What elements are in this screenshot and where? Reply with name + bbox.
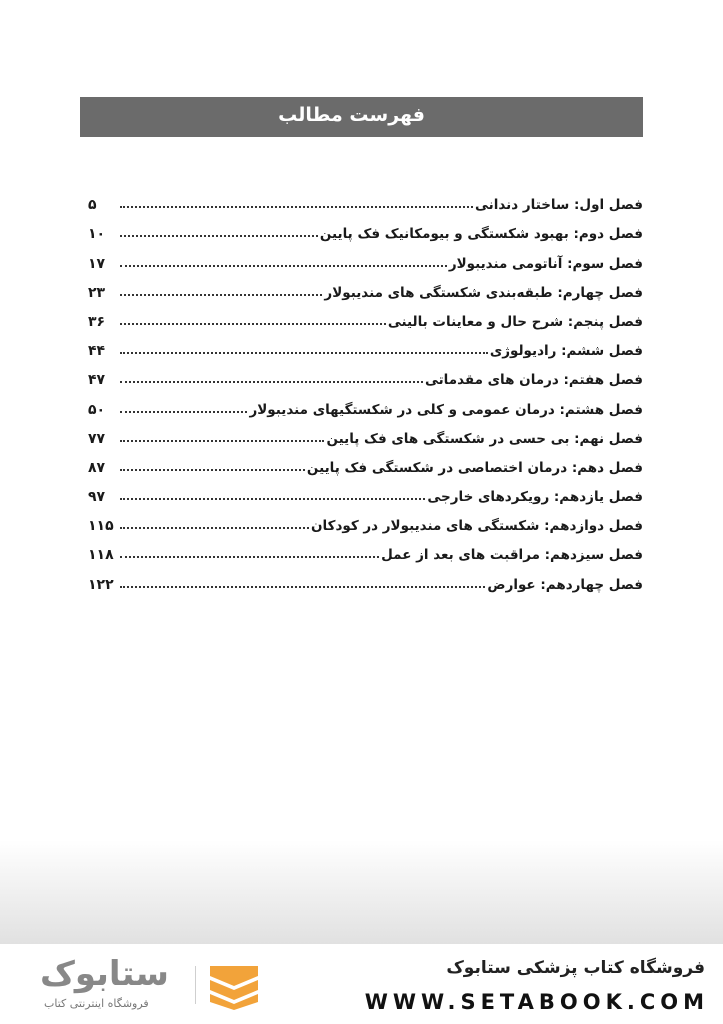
- dot-leader: [120, 235, 318, 237]
- dot-leader: [120, 352, 488, 354]
- toc-entry[interactable]: [80, 276, 643, 305]
- logo-tagline: فروشگاه اینترنتی کتاب: [44, 997, 149, 1010]
- toc-entry-page: ۴۷: [88, 372, 106, 389]
- toc-entry[interactable]: [80, 509, 643, 538]
- toc-entry-page: ۲۳: [88, 284, 106, 301]
- toc-entry-label: فصل نهم: بی حسی در شکستگی های فک پایین: [326, 430, 643, 447]
- chevron-stack-icon: [206, 962, 262, 1012]
- toc-entry[interactable]: [80, 451, 643, 480]
- toc-entry-label: فصل چهاردهم: عوارض: [487, 576, 643, 593]
- toc-entry-label: فصل ششم: رادیولوژی: [489, 343, 643, 360]
- toc-entry-label: فصل سیزدهم: مراقبت های بعد از عمل: [381, 547, 643, 564]
- dot-leader: [120, 469, 305, 471]
- toc-entry-label: فصل یازدهم: رویکردهای خارجی: [427, 489, 643, 506]
- dot-leader: [120, 411, 247, 413]
- toc-entry-page: ۱۰: [88, 226, 106, 243]
- toc-entry-page: ۹۷: [88, 489, 106, 506]
- logo-divider: [195, 966, 196, 1004]
- toc-entry-page: ۴۴: [88, 343, 106, 360]
- toc-entry-label: فصل هشتم: درمان عمومی و کلی در شکستگیهای مندیبولار: [249, 401, 643, 418]
- store-url[interactable]: WWW.SETABOOK.COM: [364, 990, 709, 1014]
- toc-entry-label: فصل دوازدهم: شکستگی های مندیبولار در کودکان: [311, 518, 643, 535]
- store-footer: [0, 944, 723, 1024]
- toc-entry[interactable]: [80, 480, 643, 509]
- toc-entry-label: فصل دوم: بهبود شکستگی و بیومکانیک فک پایین: [319, 226, 643, 243]
- toc-entry-page: ۱۷: [88, 255, 106, 272]
- toc-entry-page: ۳۶: [88, 313, 106, 330]
- toc-entry[interactable]: [80, 363, 643, 392]
- toc-entry[interactable]: [80, 246, 643, 275]
- toc-entry-page: ۱۲۲: [88, 576, 114, 593]
- toc-entry[interactable]: [80, 188, 643, 217]
- toc-entry[interactable]: [80, 567, 643, 596]
- dot-leader: [120, 498, 425, 500]
- toc-entry[interactable]: [80, 217, 643, 246]
- toc-entry[interactable]: [80, 334, 643, 363]
- table-of-contents: [80, 188, 643, 597]
- toc-entry[interactable]: [80, 538, 643, 567]
- dot-leader: [120, 440, 324, 442]
- dot-leader: [120, 265, 447, 267]
- dot-leader: [120, 381, 423, 383]
- toc-entry-page: ۷۷: [88, 430, 106, 447]
- setabook-logo[interactable]: ستابوک: [40, 954, 169, 994]
- toc-entry-page: ۸۷: [88, 459, 106, 476]
- toc-entry-page: ۱۱۵: [88, 518, 114, 535]
- page-title: فهرست مطالب: [278, 104, 425, 126]
- toc-entry-page: ۱۱۸: [88, 547, 114, 564]
- toc-entry-page: ۵: [88, 197, 97, 214]
- toc-entry-label: فصل اول: ساختار دندانی: [475, 197, 643, 214]
- page-shadow: [0, 840, 723, 944]
- dot-leader: [120, 323, 386, 325]
- toc-entry-label: فصل سوم: آناتومی مندیبولار: [448, 255, 643, 272]
- toc-entry-label: فصل پنجم: شرح حال و معاینات بالینی: [387, 313, 643, 330]
- toc-entry-label: فصل چهارم: طبقه‌بندی شکستگی های مندیبولار: [324, 284, 643, 301]
- toc-entry[interactable]: [80, 392, 643, 421]
- toc-entry[interactable]: [80, 422, 643, 451]
- toc-entry-label: فصل هفتم: درمان های مقدماتی: [424, 372, 643, 389]
- toc-entry-page: ۵۰: [88, 401, 106, 418]
- dot-leader: [120, 206, 473, 208]
- dot-leader: [120, 294, 322, 296]
- store-name: فروشگاه کتاب پزشکی ستابوک: [446, 958, 705, 978]
- toc-entry[interactable]: [80, 305, 643, 334]
- toc-entry-label: فصل دهم: درمان اختصاصی در شکستگی فک پایین: [306, 459, 643, 476]
- dot-leader: [120, 586, 485, 588]
- dot-leader: [120, 527, 309, 529]
- toc-title-bar: [80, 97, 643, 137]
- dot-leader: [120, 556, 379, 558]
